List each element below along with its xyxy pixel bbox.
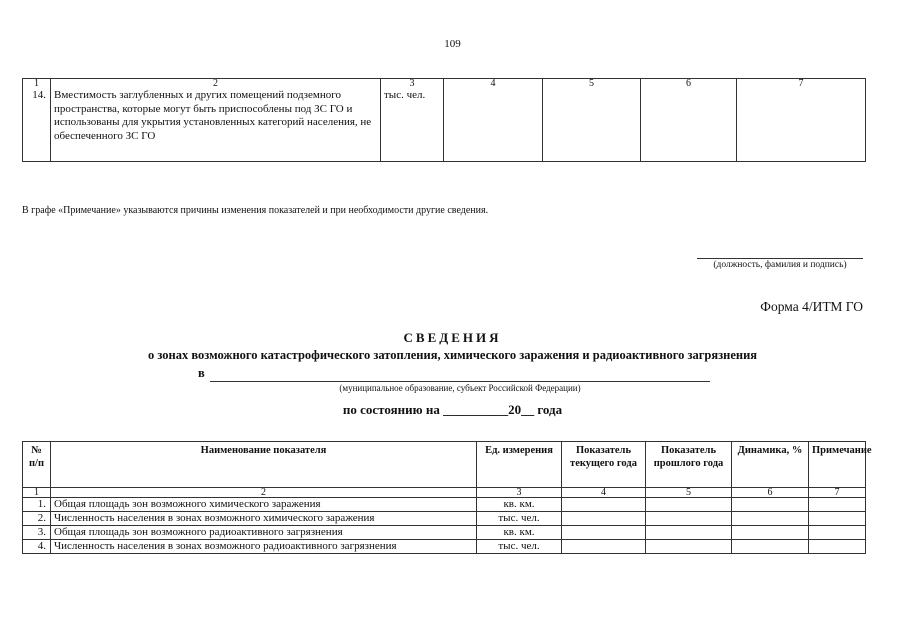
col-index: 2 [51,79,381,90]
row-indicator-name: Численность населения в зонах возможного химического заражения [51,512,477,526]
row-number: 1. [23,498,51,512]
column-index-row [23,488,866,498]
row-indicator-name: Вместимость заглубленных и других помещений подземного пространства, которые могут быть приспособлены под ЗС ГО и использованы для укрытия установленных категорий населения, не обеспеченного ЗС ГО [51,89,381,162]
header-cell: Показатель текущего года [562,442,646,488]
header-cell: Динамика, % [732,442,809,488]
header-row [23,442,866,488]
page-number: 109 [444,38,461,50]
cell-current-year [562,526,646,540]
document-subtitle: о зонах возможного катастрофического затопления, химического заражения и радиоактивного загрязнения [147,348,758,362]
note-text: В графе «Примечание» указываются причины изменения показателей и при необходимости другие сведения. [22,205,489,216]
cell-note [809,512,866,526]
cell-note [737,89,866,162]
row-indicator-name: Численность населения в зонах возможного радиоактивного загрязнения [51,540,477,554]
col-index: 7 [737,79,866,90]
table-row [23,540,866,554]
form-label: Форма 4/ИТМ ГО [760,299,863,314]
cell-previous-year [646,512,732,526]
cell-dynamics [732,526,809,540]
col-index: 5 [543,79,641,90]
signature-line [697,258,863,259]
cell-previous-year [646,526,732,540]
col-index: 2 [51,488,477,498]
zones-table [22,441,872,554]
row-unit: тыс. чел. [477,540,562,554]
continuation-table [22,78,866,162]
region-caption: (муниципальное образование, субъект Российской Федерации) [339,383,581,393]
row-unit: кв. км. [477,526,562,540]
date-line: по состоянию на __________20__ года [342,402,563,417]
table-row [23,512,866,526]
signature-caption: (должность, фамилия и подпись) [713,260,847,270]
row-number: 2. [23,512,51,526]
cell-dynamics [732,540,809,554]
cell-current-year [444,89,543,162]
header-cell: Ед. измерения [477,442,562,488]
cell-previous-year [646,498,732,512]
cell-dynamics [732,512,809,526]
col-index: 1 [23,79,51,90]
row-unit: тыс. чел. [381,89,444,162]
col-index: 6 [732,488,809,498]
col-index: 3 [381,79,444,90]
cell-current-year [562,512,646,526]
cell-note [809,540,866,554]
cell-current-year [562,540,646,554]
region-prefix: в [198,366,205,380]
cell-previous-year [543,89,641,162]
cell-dynamics [732,498,809,512]
cell-dynamics [641,89,737,162]
row-unit: кв. км. [477,498,562,512]
table-row [23,526,866,540]
col-index: 5 [646,488,732,498]
col-index: 6 [641,79,737,90]
header-cell: Примечание [809,442,866,488]
row-indicator-name: Общая площадь зон возможного радиоактивного загрязнения [51,526,477,540]
cell-note [809,526,866,540]
row-unit: тыс. чел. [477,512,562,526]
region-blank-line [210,381,710,382]
col-index: 4 [562,488,646,498]
col-index: 4 [444,79,543,90]
row-number: 3. [23,526,51,540]
col-index: 3 [477,488,562,498]
header-cell: Показатель прошлого года [646,442,732,488]
col-index: 1 [23,488,51,498]
header-cell: Наименование показателя [51,442,477,488]
cell-previous-year [646,540,732,554]
column-index-row [23,79,866,90]
cell-current-year [562,498,646,512]
row-number: 4. [23,540,51,554]
document-title: СВЕДЕНИЯ [403,330,502,345]
row-indicator-name: Общая площадь зон возможного химического заражения [51,498,477,512]
cell-note [809,498,866,512]
table-row [23,498,866,512]
row-number: 14. [23,89,51,162]
table-row [23,89,866,162]
header-cell: № п/п [23,442,51,488]
col-index: 7 [809,488,866,498]
